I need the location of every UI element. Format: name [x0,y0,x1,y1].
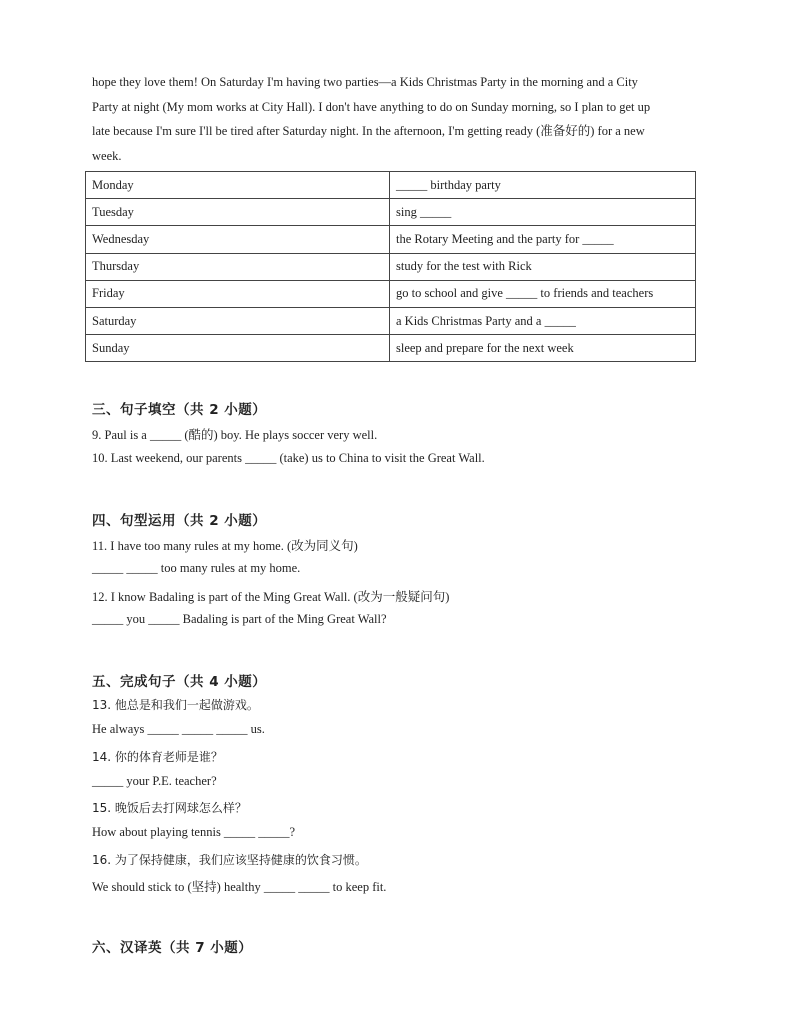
schedule-row [86,335,696,362]
intro-line-2: Party at night (My mom works at City Hall). I don't have anything to do on Sunday morning, so I plan to get up [92,99,651,114]
section-5-heading: 五、完成句子（共 4 小题） [92,674,267,690]
schedule-plan-cell: a Kids Christmas Party and a _____ [390,307,696,334]
schedule-day-cell: Wednesday [86,226,390,253]
intro-line-4: week. [92,148,122,163]
question-14-answer-line: _____ your P.E. teacher? [92,774,217,788]
question-13: 13. 他总是和我们一起做游戏。 [92,698,259,712]
question-14: 14. 你的体育老师是谁？ [92,750,223,764]
schedule-day-cell: Saturday [86,307,390,334]
section-3-heading: 三、句子填空（共 2 小题） [92,402,267,418]
question-11-answer-line: _____ _____ too many rules at my home. [92,561,301,575]
question-15-answer-line: How about playing tennis _____ _____? [92,825,296,839]
schedule-day-cell: Thursday [86,253,390,280]
schedule-row [86,226,696,253]
schedule-plan-cell: go to school and give _____ to friends and teachers [390,280,696,307]
schedule-plan-cell: the Rotary Meeting and the party for _____ [390,226,696,253]
schedule-day-cell: Monday [86,172,390,199]
schedule-plan-cell: sleep and prepare for the next week [390,335,696,362]
question-11: 11. I have too many rules at my home. (改为同义句) [92,539,358,553]
question-9: 9. Paul is a _____ (酷的) boy. He plays soccer very well. [92,428,378,442]
intro-paragraph [92,70,704,168]
schedule-row [86,172,696,199]
schedule-day-cell: Tuesday [86,199,390,226]
question-13-answer-line: He always _____ _____ _____ us. [92,722,265,736]
schedule-day-cell: Friday [86,280,390,307]
question-15: 15. 晚饭后去打网球怎么样？ [92,801,247,815]
schedule-table [85,171,696,362]
question-16-answer-line: We should stick to (坚持) healthy _____ _____ to keep fit. [92,880,387,894]
schedule-day-cell: Sunday [86,335,390,362]
schedule-plan-cell: study for the test with Rick [390,253,696,280]
schedule-row [86,280,696,307]
section-4-heading: 四、句型运用（共 2 小题） [92,513,267,529]
schedule-row [86,307,696,334]
question-10: 10. Last weekend, our parents _____ (take) us to China to visit the Great Wall. [92,451,485,465]
schedule-plan-cell: sing _____ [390,199,696,226]
section-6-heading: 六、汉译英（共 7 小题） [92,940,253,956]
question-16: 16. 为了保持健康，我们应该坚持健康的饮食习惯。 [92,853,367,867]
intro-line-1: hope they love them! On Saturday I'm having two parties—a Kids Christmas Party in the morning and a City [92,75,638,89]
schedule-row [86,199,696,226]
schedule-plan-cell: _____ birthday party [390,172,696,199]
question-12-answer-line: _____ you _____ Badaling is part of the Ming Great Wall? [92,612,387,626]
question-12: 12. I know Badaling is part of the Ming Great Wall. (改为一般疑问句) [92,590,450,604]
intro-line-3: late because I'm sure I'll be tired after Saturday night. In the afternoon, I'm getting ready (准备好的) for a new [92,124,645,138]
schedule-row [86,253,696,280]
